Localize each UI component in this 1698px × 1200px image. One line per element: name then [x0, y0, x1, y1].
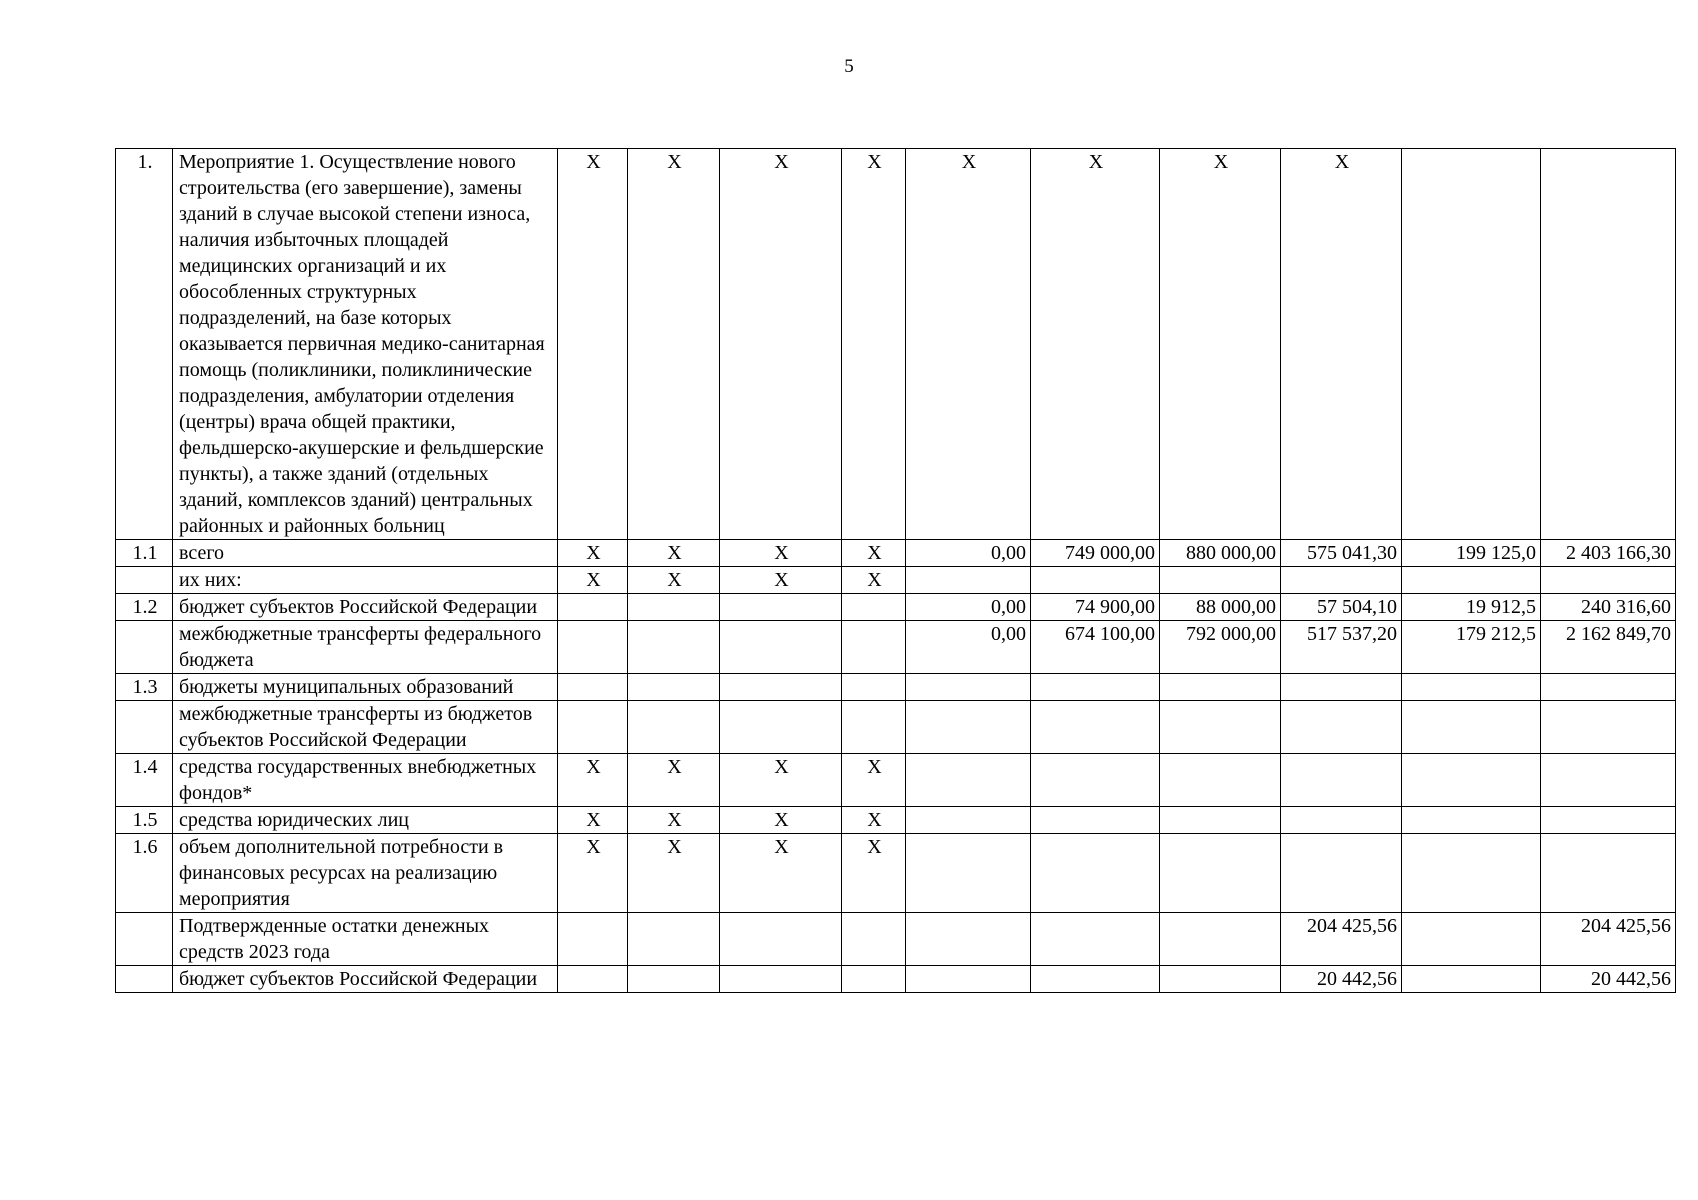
- row-name: их них:: [173, 567, 558, 594]
- row-name: Мероприятие 1. Осуществление нового строительства (его завершение), замены зданий в случае высокой степени износа, наличия избыточных площадей медицинских организаций и их обособленных структурных подразделений, на базе которых оказывается первичная медико-санитарная помощь (поликлиники, поликлинические подразделения, амбулатории отделения (центры) врача общей практики, фельдшерско-акушерские и фельдшерские пункты), а также зданий (отдельных зданий, комплексов зданий) центральных районных и районных больниц: [173, 149, 558, 540]
- cell-col-6: [1031, 966, 1160, 993]
- cell-col-8: [1281, 674, 1402, 701]
- cell-col-3: X: [720, 834, 842, 913]
- cell-col-2: [628, 674, 720, 701]
- row-number: [116, 966, 173, 993]
- table-row: [116, 567, 1676, 594]
- cell-col-3: [720, 913, 842, 966]
- cell-col-4: X: [842, 149, 906, 540]
- cell-col-5: [906, 754, 1031, 807]
- row-name: бюджеты муниципальных образований: [173, 674, 558, 701]
- cell-col-2: [628, 913, 720, 966]
- cell-col-10: [1541, 834, 1676, 913]
- cell-col-6: 674 100,00: [1031, 621, 1160, 674]
- cell-col-9: [1402, 913, 1541, 966]
- cell-col-8: 204 425,56: [1281, 913, 1402, 966]
- table-row: [116, 621, 1676, 674]
- cell-col-3: X: [720, 567, 842, 594]
- table-row: [116, 807, 1676, 834]
- cell-col-8: [1281, 834, 1402, 913]
- cell-col-1: X: [558, 149, 628, 540]
- table-row: [116, 913, 1676, 966]
- table-row: [116, 674, 1676, 701]
- cell-col-4: [842, 674, 906, 701]
- row-number: 1.3: [116, 674, 173, 701]
- cell-col-1: [558, 674, 628, 701]
- cell-col-10: 2 403 166,30: [1541, 540, 1676, 567]
- cell-col-8: 575 041,30: [1281, 540, 1402, 567]
- cell-col-8: [1281, 701, 1402, 754]
- cell-col-6: [1031, 834, 1160, 913]
- cell-col-9: [1402, 807, 1541, 834]
- cell-col-2: X: [628, 149, 720, 540]
- cell-col-3: X: [720, 149, 842, 540]
- row-name: межбюджетные трансферты из бюджетов субъектов Российской Федерации: [173, 701, 558, 754]
- cell-col-2: X: [628, 834, 720, 913]
- cell-col-2: X: [628, 540, 720, 567]
- cell-col-9: [1402, 834, 1541, 913]
- row-number: [116, 567, 173, 594]
- cell-col-8: [1281, 754, 1402, 807]
- table-row: [116, 701, 1676, 754]
- cell-col-7: [1160, 834, 1281, 913]
- cell-col-9: 19 912,5: [1402, 594, 1541, 621]
- cell-col-8: 517 537,20: [1281, 621, 1402, 674]
- row-name: Подтвержденные остатки денежных средств 2023 года: [173, 913, 558, 966]
- row-number: 1.1: [116, 540, 173, 567]
- cell-col-5: [906, 913, 1031, 966]
- row-number: 1.5: [116, 807, 173, 834]
- table-row: [116, 594, 1676, 621]
- cell-col-4: [842, 966, 906, 993]
- cell-col-4: [842, 621, 906, 674]
- cell-col-10: [1541, 149, 1676, 540]
- cell-col-2: X: [628, 754, 720, 807]
- cell-col-9: [1402, 674, 1541, 701]
- cell-col-4: X: [842, 567, 906, 594]
- cell-col-1: [558, 913, 628, 966]
- cell-col-5: X: [906, 149, 1031, 540]
- cell-col-8: X: [1281, 149, 1402, 540]
- cell-col-10: [1541, 754, 1676, 807]
- cell-col-10: 204 425,56: [1541, 913, 1676, 966]
- row-number: [116, 913, 173, 966]
- cell-col-7: [1160, 966, 1281, 993]
- cell-col-7: 792 000,00: [1160, 621, 1281, 674]
- cell-col-5: 0,00: [906, 540, 1031, 567]
- cell-col-5: 0,00: [906, 621, 1031, 674]
- row-name: бюджет субъектов Российской Федерации: [173, 966, 558, 993]
- cell-col-7: [1160, 754, 1281, 807]
- row-number: 1.: [116, 149, 173, 540]
- cell-col-9: [1402, 754, 1541, 807]
- funding-table: [115, 148, 1676, 993]
- cell-col-6: X: [1031, 149, 1160, 540]
- cell-col-6: 74 900,00: [1031, 594, 1160, 621]
- cell-col-3: X: [720, 754, 842, 807]
- table-row: [116, 966, 1676, 993]
- cell-col-4: [842, 701, 906, 754]
- cell-col-3: [720, 594, 842, 621]
- cell-col-10: [1541, 701, 1676, 754]
- cell-col-8: 20 442,56: [1281, 966, 1402, 993]
- cell-col-3: [720, 621, 842, 674]
- row-number: [116, 701, 173, 754]
- row-name: объем дополнительной потребности в финансовых ресурсах на реализацию мероприятия: [173, 834, 558, 913]
- table-row: [116, 540, 1676, 567]
- cell-col-7: [1160, 674, 1281, 701]
- table-row: [116, 149, 1676, 540]
- row-number: 1.2: [116, 594, 173, 621]
- row-name: средства юридических лиц: [173, 807, 558, 834]
- cell-col-5: [906, 674, 1031, 701]
- cell-col-10: [1541, 807, 1676, 834]
- cell-col-10: 2 162 849,70: [1541, 621, 1676, 674]
- cell-col-7: X: [1160, 149, 1281, 540]
- cell-col-3: [720, 701, 842, 754]
- cell-col-9: 179 212,5: [1402, 621, 1541, 674]
- table-row: [116, 834, 1676, 913]
- cell-col-6: [1031, 807, 1160, 834]
- cell-col-10: 240 316,60: [1541, 594, 1676, 621]
- cell-col-4: X: [842, 834, 906, 913]
- cell-col-8: [1281, 807, 1402, 834]
- cell-col-5: 0,00: [906, 594, 1031, 621]
- cell-col-3: [720, 966, 842, 993]
- cell-col-7: [1160, 913, 1281, 966]
- cell-col-9: [1402, 149, 1541, 540]
- cell-col-4: X: [842, 540, 906, 567]
- row-number: 1.4: [116, 754, 173, 807]
- cell-col-4: [842, 594, 906, 621]
- row-name: средства государственных внебюджетных фондов*: [173, 754, 558, 807]
- cell-col-3: X: [720, 807, 842, 834]
- table-row: [116, 754, 1676, 807]
- cell-col-1: [558, 621, 628, 674]
- cell-col-1: [558, 966, 628, 993]
- cell-col-2: [628, 594, 720, 621]
- cell-col-6: [1031, 674, 1160, 701]
- cell-col-8: [1281, 567, 1402, 594]
- cell-col-9: 199 125,0: [1402, 540, 1541, 567]
- cell-col-5: [906, 807, 1031, 834]
- cell-col-4: X: [842, 807, 906, 834]
- cell-col-9: [1402, 966, 1541, 993]
- cell-col-1: X: [558, 567, 628, 594]
- cell-col-1: X: [558, 834, 628, 913]
- cell-col-4: X: [842, 754, 906, 807]
- row-number: 1.6: [116, 834, 173, 913]
- cell-col-6: [1031, 913, 1160, 966]
- cell-col-7: [1160, 807, 1281, 834]
- cell-col-1: X: [558, 540, 628, 567]
- cell-col-6: 749 000,00: [1031, 540, 1160, 567]
- cell-col-1: [558, 701, 628, 754]
- cell-col-2: [628, 966, 720, 993]
- cell-col-10: [1541, 674, 1676, 701]
- cell-col-8: 57 504,10: [1281, 594, 1402, 621]
- cell-col-10: [1541, 567, 1676, 594]
- cell-col-1: X: [558, 807, 628, 834]
- cell-col-3: [720, 674, 842, 701]
- cell-col-10: 20 442,56: [1541, 966, 1676, 993]
- cell-col-2: [628, 621, 720, 674]
- cell-col-6: [1031, 754, 1160, 807]
- cell-col-7: [1160, 567, 1281, 594]
- row-number: [116, 621, 173, 674]
- cell-col-5: [906, 701, 1031, 754]
- cell-col-2: [628, 701, 720, 754]
- row-name: межбюджетные трансферты федерального бюджета: [173, 621, 558, 674]
- cell-col-5: [906, 567, 1031, 594]
- cell-col-4: [842, 913, 906, 966]
- row-name: всего: [173, 540, 558, 567]
- cell-col-1: X: [558, 754, 628, 807]
- row-name: бюджет субъектов Российской Федерации: [173, 594, 558, 621]
- cell-col-5: [906, 966, 1031, 993]
- cell-col-3: X: [720, 540, 842, 567]
- cell-col-5: [906, 834, 1031, 913]
- cell-col-1: [558, 594, 628, 621]
- cell-col-7: 880 000,00: [1160, 540, 1281, 567]
- cell-col-9: [1402, 701, 1541, 754]
- cell-col-6: [1031, 567, 1160, 594]
- cell-col-7: [1160, 701, 1281, 754]
- cell-col-2: X: [628, 807, 720, 834]
- cell-col-7: 88 000,00: [1160, 594, 1281, 621]
- cell-col-6: [1031, 701, 1160, 754]
- cell-col-2: X: [628, 567, 720, 594]
- page-number: 5: [844, 56, 854, 77]
- cell-col-9: [1402, 567, 1541, 594]
